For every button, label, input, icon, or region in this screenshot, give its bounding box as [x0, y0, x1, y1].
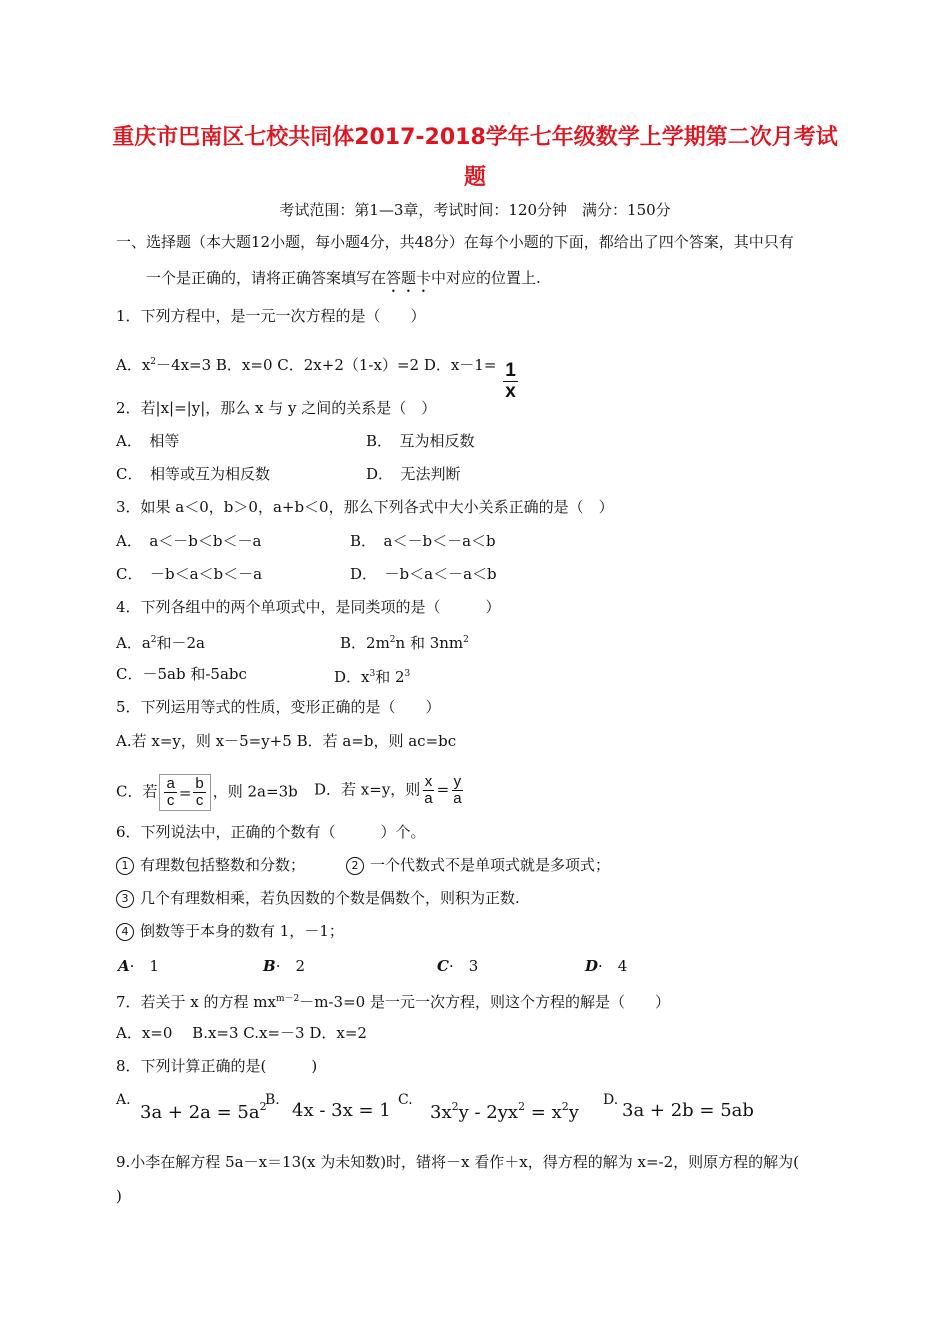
circled-number-1: 1 — [116, 857, 134, 875]
q1-fraction-one-over-x — [503, 361, 518, 402]
question-5-stem: 5．下列运用等式的性质，变形正确的是（ ） — [116, 698, 441, 716]
q5-option-c — [116, 774, 298, 811]
fraction-denominator: c — [195, 792, 204, 809]
fraction-a-over-c — [164, 776, 176, 809]
question-3-stem: 3．如果 a＜0，b＞0，a+b＜0，那么下列各式中大小关系正确的是（ ） — [116, 498, 614, 516]
question-4-stem: 4．下列各组中的两个单项式中，是同类项的是（ ） — [116, 598, 501, 616]
expr-text: 3x — [430, 1102, 452, 1123]
question-1-stem: 1．下列方程中，是一元一次方程的是（ ） — [116, 307, 426, 325]
q6-statement-4 — [116, 921, 344, 941]
q6-statement-1 — [116, 855, 305, 875]
exam-info: 考试范围：第1—3章，考试时间：120分钟 满分：150分 — [279, 201, 671, 219]
q3-option-d: D． －b＜a＜－a＜b — [350, 565, 497, 583]
expr-exponent: 2 — [451, 1100, 459, 1113]
instructions-text-b: 中对应的位置上. — [431, 269, 541, 287]
question-8-stem: 8．下列计算正确的是( ) — [116, 1057, 318, 1075]
q6-statement-3 — [116, 888, 520, 908]
q4-option-d — [334, 664, 410, 687]
q4-option-b — [340, 630, 469, 653]
question-2-stem: 2．若|x|=|y|，那么 x 与 y 之间的关系是（ ） — [116, 399, 437, 417]
circled-number-3: 3 — [116, 890, 134, 908]
question-6-stem: 6．下列说法中，正确的个数有（ ）个。 — [116, 823, 426, 841]
q8-label-a: A. — [116, 1092, 131, 1108]
fraction-x-over-a — [422, 774, 434, 807]
q4-d-mid: 和 2 — [375, 668, 405, 686]
expr-text: = x — [525, 1102, 562, 1123]
option-label: A — [118, 957, 130, 975]
section-instructions-line-1: 一、选择题（本大题12小题，每小题4分，共48分）在每个小题的下面，都给出了四个答案，其中只有 — [116, 233, 794, 251]
q7-stem-post: －m-3=0 是一元一次方程，则这个方程的解是（ ） — [299, 993, 670, 1011]
option-value: · 4 — [598, 957, 628, 975]
page-title — [60, 118, 890, 198]
option-value: · 2 — [275, 957, 305, 975]
q4-b-pre: B．2m — [340, 634, 390, 652]
answer-sheet-emphasis: 答题卡 — [386, 269, 432, 287]
expr-text: y — [568, 1102, 579, 1123]
q5-d-pre: D．若 x=y，则 — [314, 780, 421, 799]
q4-d-sup2: 3 — [404, 669, 411, 679]
fraction-b-over-c — [193, 776, 205, 809]
statement-text: 几个有理数相乘，若负因数的个数是偶数个，则积为正数. — [140, 889, 520, 907]
q4-b-sup2: 2 — [463, 635, 469, 645]
fraction-denominator: a — [424, 790, 433, 807]
expr-exponent: 2 — [518, 1100, 526, 1113]
q6-statement-2 — [346, 855, 610, 875]
q3-option-b: B． a＜－b＜－a＜b — [350, 532, 496, 550]
fraction-numerator: y — [453, 773, 462, 790]
q8-label-b: B. — [265, 1092, 280, 1108]
q2-option-c: C． 相等或互为相反数 — [116, 465, 270, 483]
q5-c-fraction-equation — [159, 774, 210, 811]
option-value: · 3 — [448, 957, 479, 975]
q4-a-post: 和－2a — [156, 634, 206, 652]
q1-options-text: －4x=3 B．x=0 C．2x+2（1-x）=2 D．x－1= — [156, 356, 497, 374]
q4-d-sup: 3 — [369, 669, 376, 679]
q3-option-a: A． a＜－b＜b＜－a — [116, 532, 262, 550]
q7-options: A．x=0 B.x=3 C.x=－3 D．x=2 — [116, 1024, 367, 1042]
q7-stem-pre: 7．若关于 x 的方程 mx — [116, 993, 276, 1011]
option-value: · 1 — [129, 957, 159, 975]
equals-sign: = — [436, 780, 450, 799]
q4-b-sup: 2 — [389, 635, 396, 645]
expr-exponent: 2 — [259, 1100, 267, 1113]
expr-text: y - 2yx — [458, 1102, 519, 1123]
q4-b-mid: n 和 3nm — [395, 634, 464, 652]
q6-option-a — [118, 956, 159, 976]
fraction-numerator: x — [424, 773, 433, 790]
question-9-stem-line-1: 9.小李在解方程 5a－x＝13(x 为未知数)时，错将－x 看作＋x，得方程的解为 x=-2，则原方程的解为( — [116, 1153, 799, 1171]
q8-expression-c — [430, 1100, 579, 1123]
option-label: C — [437, 957, 449, 975]
expr-text: 3a + 2a = 5a — [140, 1102, 260, 1123]
q4-option-c: C．－5ab 和-5abc — [116, 665, 247, 683]
fraction-y-over-a — [451, 774, 463, 807]
q5-option-d — [314, 774, 466, 807]
q8-label-d: D. — [603, 1092, 619, 1108]
q5-c-pre: C．若 — [116, 782, 158, 801]
circled-number-4: 4 — [116, 923, 134, 941]
question-7-stem — [116, 989, 670, 1012]
q2-option-a: A． 相等 — [116, 432, 180, 450]
q3-option-c: C． －b＜a＜b＜－a — [116, 565, 263, 583]
statement-text: 有理数包括整数和分数； — [140, 856, 306, 874]
q4-a-sup: 2 — [150, 635, 157, 645]
q2-option-d: D． 无法判断 — [366, 465, 461, 483]
q8-expression-a — [140, 1100, 267, 1123]
fraction-numerator: a — [166, 775, 175, 792]
q4-option-a — [116, 630, 205, 653]
q1-superscript: 2 — [150, 357, 157, 367]
expr-exponent: 2 — [561, 1100, 569, 1113]
title-line-2: 题 — [463, 165, 486, 190]
title-line-1: 重庆市巴南区七校共同体2017-2018学年七年级数学上学期第二次月考试 — [112, 125, 838, 150]
fraction-numerator: b — [195, 775, 204, 792]
q6-option-c — [437, 956, 478, 976]
statement-text: 倒数等于本身的数有 1，－1； — [140, 922, 344, 940]
fraction-denominator: a — [453, 790, 462, 807]
q2-option-b: B． 互为相反数 — [366, 432, 475, 450]
fraction-denominator: c — [166, 792, 175, 809]
question-9-stem-line-2: ) — [116, 1187, 122, 1205]
option-label: D — [585, 957, 599, 975]
q4-a-pre: A．a — [116, 634, 151, 652]
q7-exponent: m－2 — [276, 994, 300, 1004]
q8-label-c: C. — [398, 1092, 413, 1108]
section-instructions-line-2 — [146, 268, 541, 296]
equals-sign: = — [178, 783, 192, 802]
q1-option-a-text: A．x — [116, 356, 151, 374]
q5-c-post: ，则 2a=3b — [212, 782, 298, 801]
instructions-text-a: 一个是正确的，请将正确答案填写在 — [146, 269, 387, 287]
statement-text: 一个代数式不是单项式就是多项式； — [370, 856, 611, 874]
fraction-denominator: x — [505, 381, 516, 402]
q5-options-ab: A.若 x=y，则 x－5=y+5 B．若 a=b，则 ac=bc — [116, 732, 457, 750]
option-label: B — [263, 957, 276, 975]
q4-d-pre: D．x — [334, 668, 370, 686]
question-1-options — [116, 352, 520, 402]
circled-number-2: 2 — [346, 857, 364, 875]
q6-option-b — [263, 956, 305, 976]
q8-expression-d: 3a + 2b = 5ab — [622, 1100, 754, 1121]
fraction-numerator: 1 — [505, 360, 516, 381]
q6-option-d — [585, 956, 627, 976]
q8-expression-b: 4x - 3x = 1 — [292, 1100, 391, 1121]
